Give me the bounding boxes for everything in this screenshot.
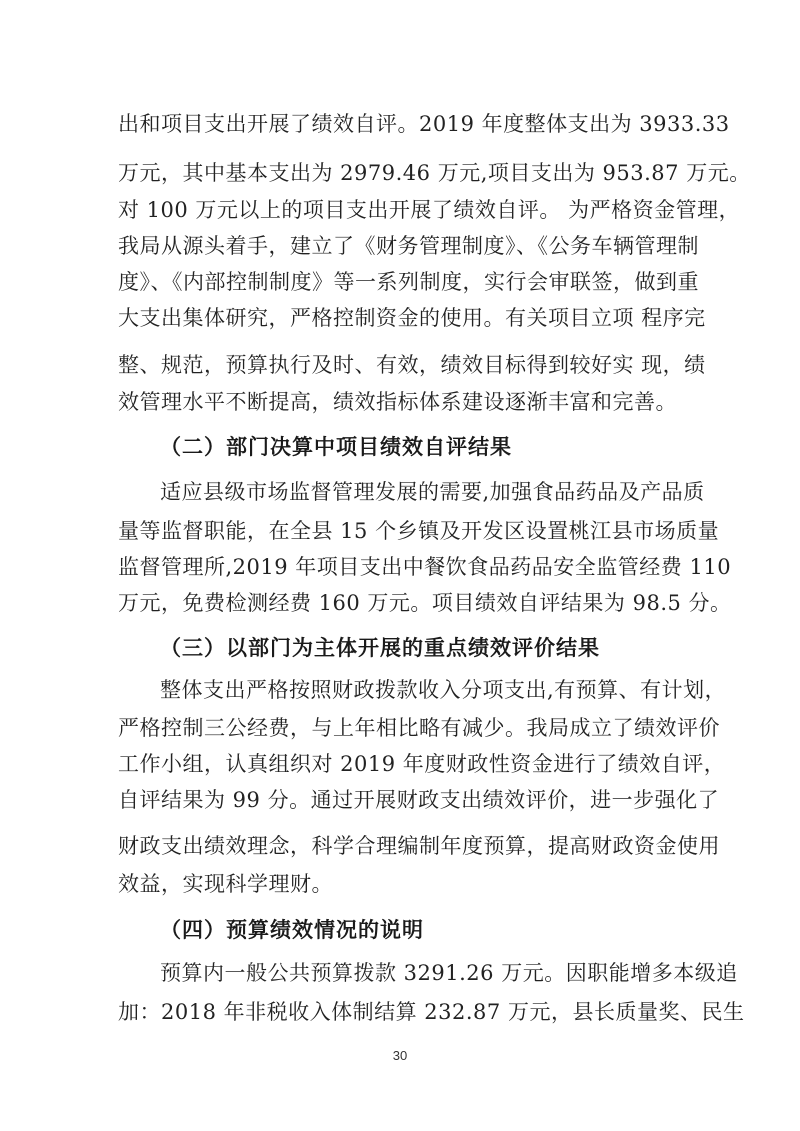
paragraph-line: 预算内一般公共预算拨款 3291.26 万元。因职能增多本级追 (160, 961, 738, 985)
paragraph-line: 万元，其中基本支出为 2979.46 万元,项目支出为 953.87 万元。 (118, 161, 751, 185)
paragraph-line: 财政支出绩效理念，科学合理编制年度预算，提高财政资金使用 (118, 834, 720, 858)
paragraph-line: 整、规范，预算执行及时、有效，绩效目标得到较好实 现，绩 (118, 353, 706, 377)
paragraph-line: 监督管理所,2019 年项目支出中餐饮食品药品安全监管经费 110 (118, 555, 732, 579)
paragraph-line: 对 100 万元以上的项目支出开展了绩效自评。 为严格资金管理， (118, 198, 741, 222)
paragraph-line: 加：2018 年非税收入体制结算 232.87 万元，县长质量奖、民生 (118, 1000, 745, 1024)
page-number: 30 (392, 1048, 408, 1063)
paragraph-line: 自评结果为 99 分。通过开展财政支出绩效评价，进一步强化了 (118, 788, 720, 812)
paragraph-line: 效管理水平不断提高，绩效指标体系建设逐渐丰富和完善。 (118, 390, 677, 414)
paragraph-line: 出和项目支出开展了绩效自评。2019 年度整体支出为 3933.33 (118, 112, 730, 136)
section-heading: （三）以部门为主体开展的重点绩效评价结果 (160, 636, 600, 660)
paragraph-line: 工作小组，认真组织对 2019 年度财政性资金进行了绩效自评， (118, 752, 726, 776)
paragraph-line: 我局从源头着手，建立了《财务管理制度》、《公务车辆管理制 (118, 234, 699, 258)
paragraph-line: 整体支出严格按照财政拨款收入分项支出,有预算、有计划， (160, 678, 727, 702)
paragraph-line: 大支出集体研究，严格控制资金的使用。有关项目立项 程序完 (118, 306, 706, 330)
section-heading: （四）预算绩效情况的说明 (160, 918, 424, 942)
paragraph-line: 量等监督职能，在全县 15 个乡镇及开发区设置桃江县市场质量 (118, 519, 720, 543)
paragraph-line: 效益，实现科学理财。 (118, 872, 333, 896)
paragraph-line: 万元，免费检测经费 160 万元。项目绩效自评结果为 98.5 分。 (118, 591, 732, 615)
section-heading: （二）部门决算中项目绩效自评结果 (160, 435, 512, 459)
paragraph-line: 适应县级市场监督管理发展的需要,加强食品药品及产品质 (160, 480, 705, 504)
paragraph-line: 度》、《内部控制制度》等一系列制度，实行会审联签，做到重 (118, 270, 699, 294)
paragraph-line: 严格控制三公经费，与上年相比略有减少。我局成立了绩效评价 (118, 716, 720, 740)
